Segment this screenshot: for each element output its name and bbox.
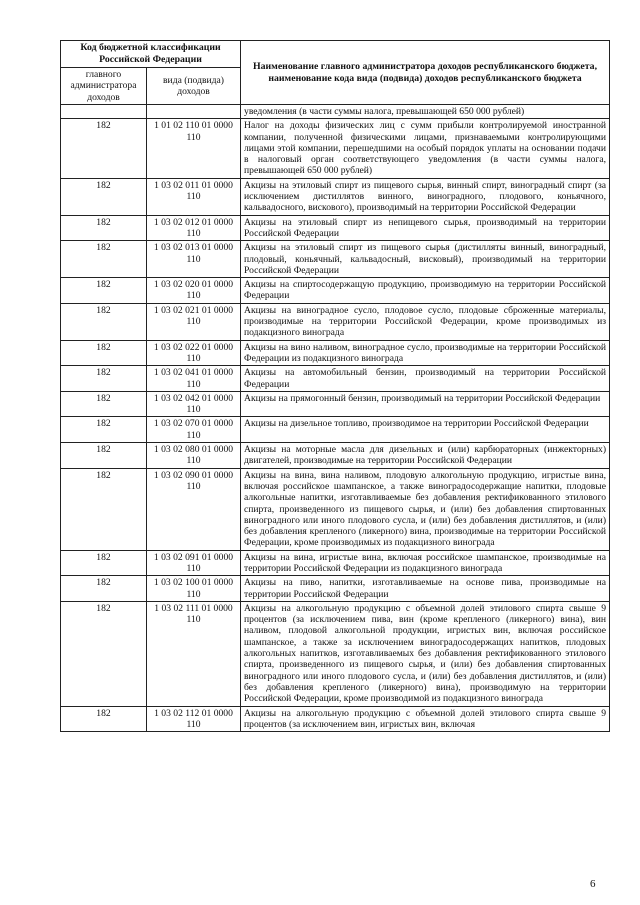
table-row bbox=[61, 119, 610, 178]
admin-code-cell: 182 bbox=[61, 468, 147, 550]
admin-code-cell: 182 bbox=[61, 303, 147, 340]
table-row bbox=[61, 340, 610, 366]
income-name-cell: Акцизы на спиртосодержащую продукцию, производимую на территории Российской Федерации bbox=[241, 278, 610, 304]
table-row bbox=[61, 601, 610, 706]
income-code-cell: 1 01 02 110 01 0000 110 bbox=[147, 119, 241, 178]
page-number: 6 bbox=[590, 878, 596, 890]
income-code-cell: 1 03 02 100 01 0000 110 bbox=[147, 576, 241, 602]
income-code-cell: 1 03 02 111 01 0000 110 bbox=[147, 601, 241, 706]
table-row bbox=[61, 706, 610, 732]
income-code-cell: 1 03 02 011 01 0000 110 bbox=[147, 178, 241, 215]
income-name-cell: Акцизы на пиво, напитки, изготавливаемые на основе пива, производимые на территории Российской Федерации bbox=[241, 576, 610, 602]
admin-code-cell: 182 bbox=[61, 550, 147, 576]
code-group-header: Код бюджетной классификации Российской Федерации bbox=[61, 41, 241, 68]
income-name-cell: Акцизы на вино наливом, виноградное сусло, производимые на территории Российской Федерации из подакцизного винограда bbox=[241, 340, 610, 366]
table-row bbox=[61, 468, 610, 550]
admin-column-header: главного администратора доходов bbox=[61, 68, 147, 105]
admin-code-cell: 182 bbox=[61, 119, 147, 178]
continuation-text: уведомления (в части суммы налога, превышающей 650 000 рублей) bbox=[241, 105, 610, 119]
table-row bbox=[61, 215, 610, 241]
income-code-cell: 1 03 02 021 01 0000 110 bbox=[147, 303, 241, 340]
table-row bbox=[61, 550, 610, 576]
income-code-cell: 1 03 02 012 01 0000 110 bbox=[147, 215, 241, 241]
continuation-row bbox=[61, 105, 610, 119]
admin-code-cell: 182 bbox=[61, 706, 147, 732]
admin-code-cell: 182 bbox=[61, 601, 147, 706]
income-name-cell: Акцизы на этиловый спирт из пищевого сырья, винный спирт, виноградный спирт (за исключением дистиллятов винного, виноградного, плодового, коньячного, кальвадосного, вискового), производимый на территории Российской Федерации bbox=[241, 178, 610, 215]
admin-code-cell: 182 bbox=[61, 417, 147, 443]
admin-code-cell: 182 bbox=[61, 443, 147, 469]
admin-code-cell: 182 bbox=[61, 340, 147, 366]
name-column-header: Наименование главного администратора доходов республиканского бюджета, наименование кода вида (подвида) доходов республиканского бюджета bbox=[241, 41, 610, 105]
admin-code-cell: 182 bbox=[61, 391, 147, 417]
admin-code-cell: 182 bbox=[61, 576, 147, 602]
income-name-cell: Акцизы на дизельное топливо, производимое на территории Российской Федерации bbox=[241, 417, 610, 443]
income-code-cell: 1 03 02 041 01 0000 110 bbox=[147, 366, 241, 392]
table-row bbox=[61, 303, 610, 340]
admin-code-cell: 182 bbox=[61, 241, 147, 278]
empty-cell bbox=[147, 105, 241, 119]
table-row bbox=[61, 178, 610, 215]
admin-code-cell: 182 bbox=[61, 215, 147, 241]
table-row bbox=[61, 576, 610, 602]
income-name-cell: Акцизы на этиловый спирт из непищевого сырья, производимый на территории Российской Федерации bbox=[241, 215, 610, 241]
income-code-cell: 1 03 02 091 01 0000 110 bbox=[147, 550, 241, 576]
budget-classification-table bbox=[60, 40, 610, 732]
table-row bbox=[61, 366, 610, 392]
table-row bbox=[61, 278, 610, 304]
income-code-cell: 1 03 02 070 01 0000 110 bbox=[147, 417, 241, 443]
table-row bbox=[61, 417, 610, 443]
income-name-cell: Акцизы на виноградное сусло, плодовое сусло, плодовые сброженные материалы, производимые на территории Российской Федерации, кроме производимых из подакцизного винограда bbox=[241, 303, 610, 340]
income-code-cell: 1 03 02 020 01 0000 110 bbox=[147, 278, 241, 304]
income-name-cell: Акцизы на вина, игристые вина, включая российское шампанское, производимые на территории Российской Федерации из подакцизного винограда bbox=[241, 550, 610, 576]
empty-cell bbox=[61, 105, 147, 119]
income-code-cell: 1 03 02 022 01 0000 110 bbox=[147, 340, 241, 366]
income-name-cell: Налог на доходы физических лиц с сумм прибыли контролируемой иностранной компании, полученной физическими лицами, признаваемыми контролирующими лицами этой компании, перешедшими на особый порядок уплаты на основании подачи в налоговый орган соответствующего уведомления (в части суммы налога, превышающей 650 000 рублей) bbox=[241, 119, 610, 178]
table-row bbox=[61, 391, 610, 417]
income-code-cell: 1 03 02 112 01 0000 110 bbox=[147, 706, 241, 732]
admin-code-cell: 182 bbox=[61, 178, 147, 215]
income-name-cell: Акцизы на автомобильный бензин, производимый на территории Российской Федерации bbox=[241, 366, 610, 392]
income-name-cell: Акцизы на прямогонный бензин, производимый на территории Российской Федерации bbox=[241, 391, 610, 417]
income-name-cell: Акцизы на алкогольную продукцию с объемной долей этилового спирта свыше 9 процентов (за исключением вин, игристых вин, включая bbox=[241, 706, 610, 732]
income-code-cell: 1 03 02 013 01 0000 110 bbox=[147, 241, 241, 278]
table-row bbox=[61, 241, 610, 278]
income-code-cell: 1 03 02 042 01 0000 110 bbox=[147, 391, 241, 417]
income-name-cell: Акцизы на этиловый спирт из пищевого сырья (дистилляты винный, виноградный, плодовый, коньячный, кальвадосный, висковый), производимый на территории Российской Федерации bbox=[241, 241, 610, 278]
kind-column-header: вида (подвида) доходов bbox=[147, 68, 241, 105]
table-row bbox=[61, 443, 610, 469]
income-code-cell: 1 03 02 090 01 0000 110 bbox=[147, 468, 241, 550]
income-code-cell: 1 03 02 080 01 0000 110 bbox=[147, 443, 241, 469]
admin-code-cell: 182 bbox=[61, 366, 147, 392]
income-name-cell: Акцизы на вина, вина наливом, плодовую алкогольную продукцию, игристые вина, включая российское шампанское, а также виноградосодержащие напитки, плодовые алкогольные напитки, изготавливаемые без добавления ректификованного этилового спирта, произведенного из пищевого сырья, и (или) без добавления спиртованных виноградного или иного плодового сусла, и (или) без добавления дистиллятов, и (или) без добавления крепленого (ликерного) вина, производимые на территории Российской Федерации, кроме производимых из подакцизного винограда bbox=[241, 468, 610, 550]
income-name-cell: Акцизы на моторные масла для дизельных и (или) карбюраторных (инжекторных) двигателей, производимые на территории Российской Федерации bbox=[241, 443, 610, 469]
admin-code-cell: 182 bbox=[61, 278, 147, 304]
income-name-cell: Акцизы на алкогольную продукцию с объемной долей этилового спирта свыше 9 процентов (за исключением пива, вин (кроме крепленого (ликерного) вина), вин наливом, плодовой алкогольной продукции, игристых вин, включая российское шампанское, а также за исключением виноградосодержащих напитков, плодовых алкогольных напитков, изготавливаемых без добавления ректификованного этилового спирта, произведенного из пищевого сырья, и (или) без добавления спиртованных виноградного или иного плодового сусла, и (или) без добавления дистиллятов, и (или) без добавления крепленого (ликерного) вина), производимую на территории Российской Федерации, кроме производимой из подакцизного винограда bbox=[241, 601, 610, 706]
